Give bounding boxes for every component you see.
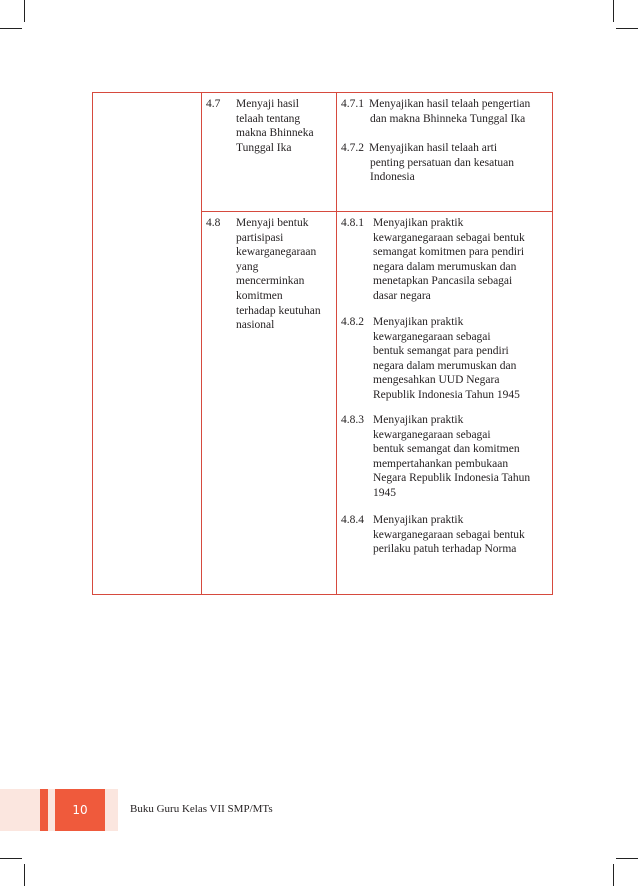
indicator-text: dan makna Bhinneka Tunggal Ika [370,112,526,125]
indicator-number: 4.7.1 [341,98,364,110]
indicator-text: Menyajikan praktik kewarganegaraan sebagai bentuk semangat dan komitmen mempertahankan pembukaan Negara Republik Indonesia Tahun 1945 [373,414,531,499]
competency-table [92,92,553,595]
crop-mark [613,0,614,22]
indicator-text: Menyajikan praktik kewarganegaraan sebagai bentuk semangat para pendiri negara dalam merumuskan dan mengesahkan UUD Negara Republik Indonesia Tahun 1945 [373,316,520,401]
kd-text: Menyaji bentuk partisipasi kewarganegaraan yang mencerminkan komitmen terhadap keutuhan nasional [236,217,321,332]
crop-mark [616,28,638,29]
crop-mark [0,28,22,29]
book-title: Buku Guru Kelas VII SMP/MTs [130,803,273,815]
kd-number: 4.7 [206,98,221,110]
indicator-number: 4.8.4 [341,514,364,526]
indicator-text: Menyajikan hasil telaah pengertian [369,98,531,110]
indicator-text: Menyajikan praktik kewarganegaraan sebagai bentuk perilaku patuh terhadap Norma [373,514,525,556]
indicator-text: penting persatuan dan kesatuan Indonesia [370,156,515,184]
kd-text: Menyaji hasil telaah tentang makna Bhinneka Tunggal Ika [236,98,314,154]
indicator-number: 4.8.3 [341,414,364,426]
crop-mark [24,0,25,22]
indicator-number: 4.8.2 [341,316,364,328]
table-divider [336,93,337,594]
table-row-divider [201,211,552,212]
crop-mark [616,858,638,859]
footer-accent-bar [40,789,48,831]
page-number: 10 [72,803,88,817]
indicator-text: Menyajikan hasil telaah arti [369,142,498,154]
crop-mark [24,864,25,886]
table-divider [201,93,202,594]
crop-mark [613,864,614,886]
indicator-number: 4.8.1 [341,217,364,229]
indicator-number: 4.7.2 [341,142,364,154]
indicator-text: Menyajikan praktik kewarganegaraan sebagai bentuk semangat komitmen para pendiri negara dalam merumuskan dan menetapkan Pancasila sebagai dasar negara [373,217,525,302]
crop-mark [0,858,22,859]
kd-number: 4.8 [206,217,221,229]
